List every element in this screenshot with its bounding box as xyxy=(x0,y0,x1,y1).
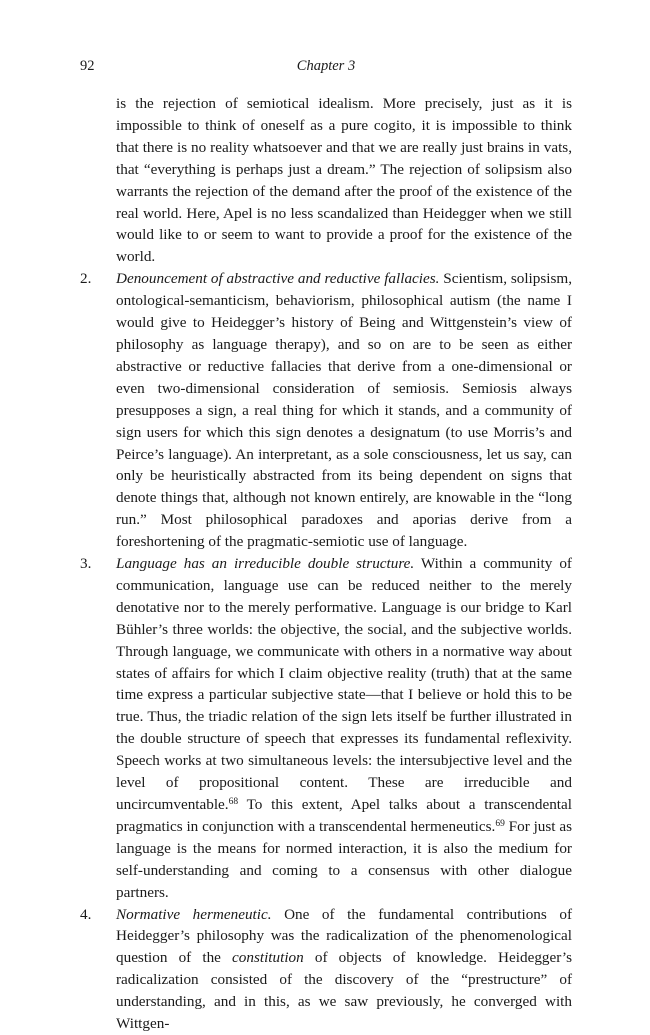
item-heading: Language has an irreducible double structure. xyxy=(116,555,415,573)
emphasized-word: constitution xyxy=(232,949,304,967)
page-number: 92 xyxy=(80,58,95,74)
chapter-title: Chapter 3 xyxy=(296,58,356,74)
item-body-text: Scientism, solipsism, ontological-semanticism, behaviorism, philosophical autism (the name I would give to Heidegger’s history of Being and Wittgenstein’s view of philosophy as language therapy), and so on are to be seen as either abstractive or reductive fallacies that derive from a one-dimensional or even two-dimensional consideration of semiosis. Semiosis always presupposes a sign, a real thing for which it stands, and a community of sign users for which this sign denotes a designatum (to use Morris’s and Peirce’s language). An interpretant, as a sole consciousness, let us say, can only be heuristically abstracted from its being dependent on signs that denote things that, although not known entirely, are knowable in the “long run.” Most philosophical paradoxes and aporias derive from a foreshortening of the pragmatic-semiotic use of language. xyxy=(116,270,573,551)
running-head xyxy=(80,58,572,78)
list-item xyxy=(80,904,572,1035)
list-item xyxy=(80,553,572,904)
item-paragraph xyxy=(116,904,572,1035)
numbered-list xyxy=(80,268,572,1035)
item-paragraph xyxy=(116,553,572,904)
item-body-text: Within a community of communication, language use can be reduced neither to the merely denotative nor to the merely performative. Language is our bridge to Karl Bühler’s three worlds: the objective, the social, and the subjective worlds. Through language, we communicate with others in a normative way about states of affairs for which I claim objective reality (truth) that at the same time express a particular subjective state—that I believe or hold this to be true. Thus, the triadic relation of the sign lets itself be further illustrated in the double structure of speech that expresses its fundamental reflexivity. Speech works at two simultaneous levels: the intersubjective level and the level of propositional content. These are irreducible and uncircumventable. xyxy=(116,555,572,813)
item-body-text: One of the fundamental contributions of Heidegger’s philosophy was the radicalization of the phenomenological question of the xyxy=(116,905,573,967)
item-number: 4. xyxy=(80,905,92,923)
item-number: 2. xyxy=(80,270,92,288)
item-body-text: For just as language is the means for normed interaction, it is also the medium for self-understanding and coming to a consensus with other dialogue partners. xyxy=(116,817,572,901)
item-number: 3. xyxy=(80,555,92,573)
item-paragraph xyxy=(116,268,572,553)
item-body-text: of objects of knowledge. Heidegger’s radicalization consisted of the discovery of the “prestructure” of understanding, and in this, as we saw previously, he converged with Wittgen- xyxy=(116,949,572,1033)
footnote-ref: 69 xyxy=(495,818,505,829)
item-heading: Denouncement of abstractive and reductive fallacies. xyxy=(116,270,440,288)
continuation-paragraph: is the rejection of semiotical idealism. More precisely, just as it is impossible to think of oneself as a pure cogito, it is impossible to think that there is no reality whatsoever and that we are really just brains in vats, that “everything is perhaps just a dream.” The rejection of solipsism also warrants the rejection of the demand after the proof of the existence of the real world. Here, Apel is no less scandalized than Heidegger when we still would like to or seem to want to provide a proof for the existence of the world. xyxy=(116,95,572,266)
footnote-ref: 68 xyxy=(228,797,239,807)
list-item xyxy=(80,268,572,553)
body-text xyxy=(80,93,572,1035)
item-body-text: To this extent, Apel talks about a transcendental pragmatics in conjunction with a transcendental hermeneutics. xyxy=(116,796,572,835)
item-heading: Normative hermeneutic. xyxy=(116,905,272,923)
